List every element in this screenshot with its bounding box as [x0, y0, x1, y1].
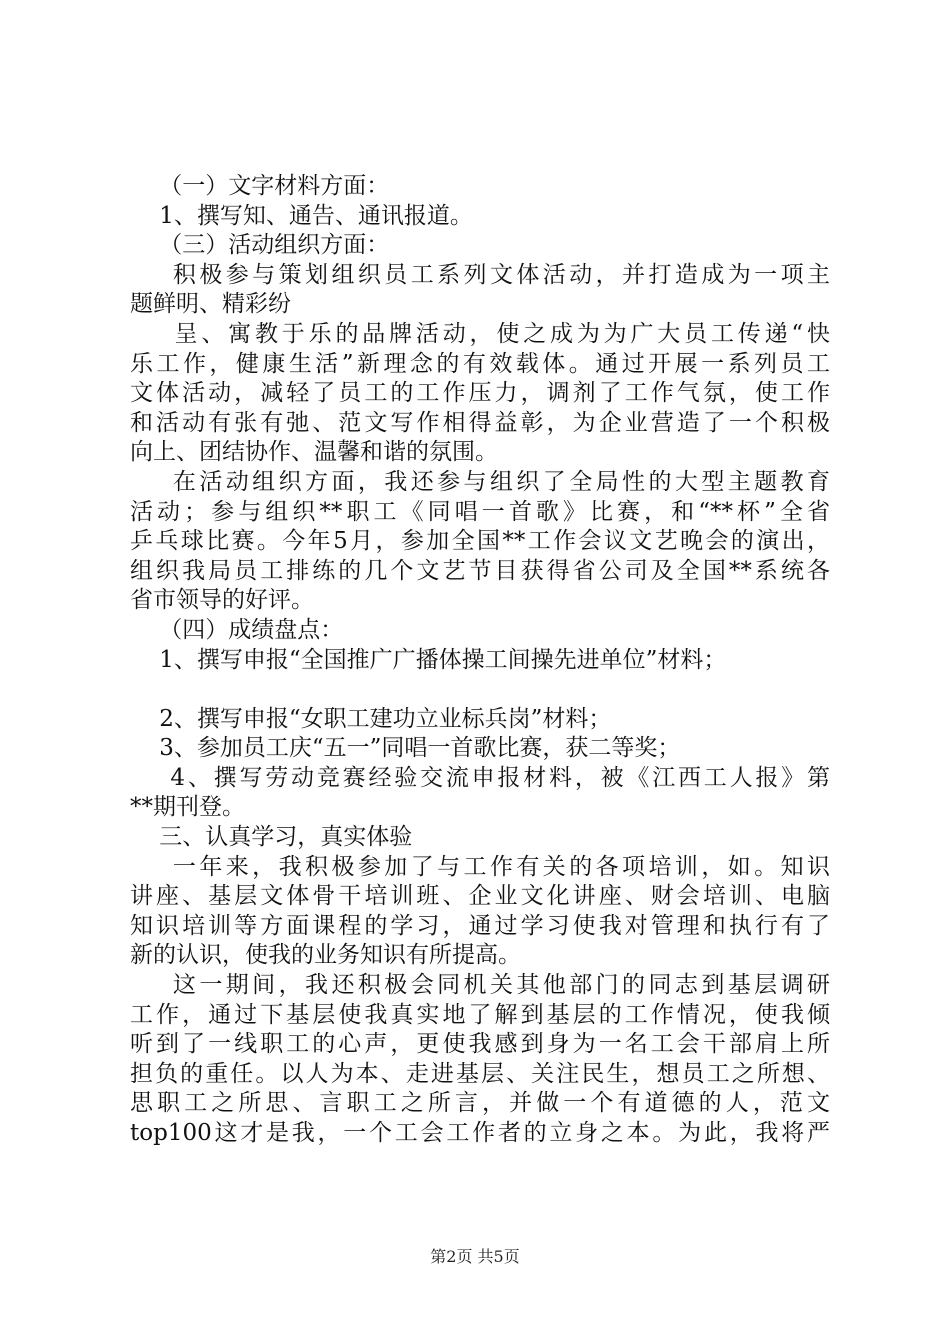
text-line: 一年来，我积极参加了与工作有关的各项培训，如。知识: [130, 853, 830, 880]
text-line: **期刊登。: [130, 794, 245, 821]
text-line: 省市领导的好评。: [130, 587, 314, 614]
text-line: 4、撰写劳动竞赛经验交流申报材料，被《江西工人报》第: [130, 764, 830, 791]
text-line: 1、撰写知、通告、通讯报道。: [130, 202, 473, 229]
text-line: 2、撰写申报“女职工建功立业标兵岗”材料；: [130, 705, 612, 732]
text-line: 活动；参与组织**职工《同唱一首歌》比赛，和“**杯”全省: [130, 498, 830, 525]
text-line: 乐工作，健康生活”新理念的有效载体。通过开展一系列员工: [130, 350, 830, 377]
text-line: 新的认识，使我的业务知识有所提高。: [130, 942, 521, 969]
text-line: 这一期间，我还积极会同机关其他部门的同志到基层调研: [130, 972, 830, 999]
text-line: 听到了一线职工的心声，更使我感到身为一名工会干部肩上所: [130, 1031, 830, 1058]
text-line: 担负的重任。以人为本、走进基层、关注民生，想员工之所想、: [130, 1060, 830, 1087]
text-line: 工作，通过下基层使我真实地了解到基层的工作情况，使我倾: [130, 1001, 830, 1028]
text-line: top100这才是我，一个工会工作者的立身之本。为此，我将严: [130, 1120, 830, 1146]
text-line: 呈、寓教于乐的品牌活动，使之成为为广大员工传递“快: [130, 320, 830, 347]
text-line: 1、撰写申报“全国推广广播体操工间操先进单位”材料；: [130, 646, 727, 673]
text-line: 在活动组织方面，我还参与组织了全局性的大型主题教育: [130, 468, 830, 495]
text-line: （三）活动组织方面：: [130, 232, 390, 259]
page-footer: 第2页 共5页: [430, 1247, 520, 1266]
text-line: 组织我局员工排练的几个文艺节目获得省公司及全国**系统各: [130, 557, 830, 584]
text-line: 思职工之所思、言职工之所言，并做一个有道德的人，范文: [130, 1090, 830, 1117]
text-line: [130, 675, 830, 705]
text-line: 讲座、基层文体骨干培训班、企业文化讲座、财会培训、电脑: [130, 883, 830, 910]
document-body: [130, 172, 830, 1149]
text-line: 文体活动，减轻了员工的工作压力，调剂了工作气氛，使工作: [130, 380, 830, 407]
text-line: 积极参与策划组织员工系列文体活动，并打造成为一项主: [130, 261, 830, 288]
text-line: （一）文字材料方面：: [130, 173, 390, 199]
text-line: 三、认真学习，真实体验: [130, 824, 413, 851]
text-line: （四）成绩盘点：: [130, 616, 344, 643]
text-line: 向上、团结协作、温馨和谐的氛围。: [130, 439, 498, 466]
text-line: 和活动有张有弛、范文写作相得益彰，为企业营造了一个积极: [130, 409, 830, 436]
text-line: 知识培训等方面课程的学习，通过学习使我对管理和执行有了: [130, 912, 830, 939]
text-line: 乒乓球比赛。今年5月，参加全国**工作会议文艺晚会的演出，: [130, 528, 830, 555]
text-line: 3、参加员工庆“五一”同唱一首歌比赛，获二等奖；: [130, 735, 681, 762]
text-line: 题鲜明、精彩纷: [130, 291, 291, 318]
